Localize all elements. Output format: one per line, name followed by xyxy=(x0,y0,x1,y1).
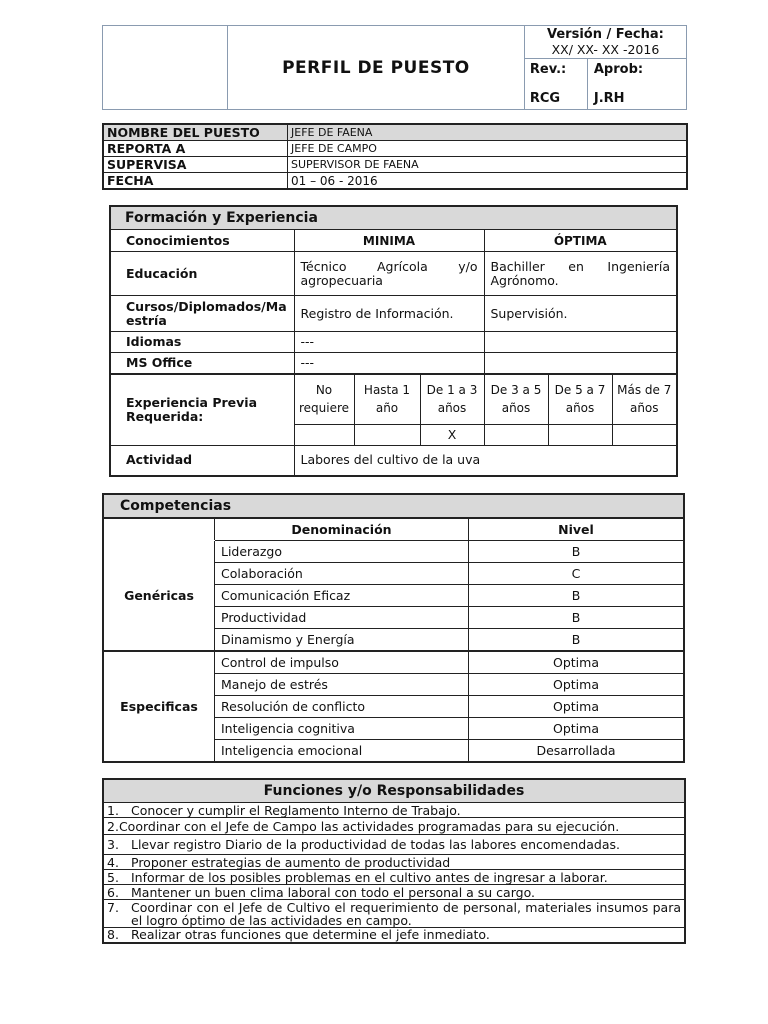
logo-area xyxy=(103,26,228,110)
competencia-nivel: Desarrollada xyxy=(469,740,685,763)
competencia-nivel: B xyxy=(469,541,685,563)
job-info-row xyxy=(103,141,687,157)
experiencia-row xyxy=(110,374,677,425)
funcion-item xyxy=(103,928,685,943)
job-info-label: NOMBRE DEL PUESTO xyxy=(103,124,288,141)
document-title: PERFIL DE PUESTO xyxy=(228,26,525,110)
competencia-nivel: C xyxy=(469,563,685,585)
competencia-nivel: B xyxy=(469,629,685,652)
funcion-num: 1. xyxy=(107,802,119,818)
funcion-num: 7. xyxy=(107,899,119,915)
competencias-section-title: Competencias xyxy=(103,494,684,518)
job-info-row xyxy=(103,173,687,190)
aprob-label: Aprob: xyxy=(593,62,644,77)
row-label: MS Office xyxy=(110,353,294,374)
competencia-name: Manejo de estrés xyxy=(215,674,469,696)
job-info-row xyxy=(103,157,687,173)
job-info-table xyxy=(102,123,688,190)
document-header xyxy=(102,25,687,110)
funcion-text: Realizar otras funciones que determine el jefe inmediato. xyxy=(131,927,490,943)
competencia-nivel: Optima xyxy=(469,718,685,740)
funcion-text: Coordinar con el Jefe de Cultivo el requerimiento de personal, materiales insumos para el logro óptimo de las actividades en campo. xyxy=(131,899,681,928)
experiencia-mark: X xyxy=(420,425,484,446)
funcion-num: 4. xyxy=(107,854,119,870)
funcion-item xyxy=(103,803,685,818)
funcion-text: Llevar registro Diario de la productividad de todas las labores encomendadas. xyxy=(131,837,620,852)
conocimientos-label: Conocimientos xyxy=(110,230,294,252)
genericas-label: Genéricas xyxy=(103,541,215,652)
funcion-num: 2. xyxy=(107,818,119,834)
job-info-label: SUPERVISA xyxy=(103,157,288,173)
competencia-name: Control de impulso xyxy=(215,651,469,674)
funcion-num: 5. xyxy=(107,869,119,885)
funciones-section-title: Funciones y/o Responsabilidades xyxy=(103,779,685,803)
ms-office-row xyxy=(110,353,677,374)
experiencia-mark xyxy=(294,425,354,446)
optima-value xyxy=(484,353,677,374)
idiomas-row xyxy=(110,332,677,353)
competencia-name: Comunicación Eficaz xyxy=(215,585,469,607)
row-label: Idiomas xyxy=(110,332,294,353)
rev-label: Rev.: xyxy=(529,62,567,77)
funcion-text: Mantener un buen clima laboral con todo el personal a su cargo. xyxy=(131,884,535,900)
funcion-item xyxy=(103,818,685,835)
job-info-value: SUPERVISOR DE FAENA xyxy=(288,157,688,173)
funcion-item xyxy=(103,855,685,870)
funcion-text: Coordinar con el Jefe de Campo las actividades programadas para su ejecución. xyxy=(118,818,620,834)
experiencia-option: De 5 a 7 años xyxy=(548,374,612,425)
formacion-table xyxy=(109,205,678,477)
experiencia-option: No requiere xyxy=(294,374,354,425)
experiencia-option: Más de 7 años xyxy=(612,374,677,425)
rev-value: RCG xyxy=(529,91,561,106)
educacion-row xyxy=(110,252,677,296)
funcion-text: Informar de los posibles problemas en el cultivo antes de ingresar a laborar. xyxy=(131,869,608,885)
formacion-section-title: Formación y Experiencia xyxy=(110,206,677,230)
funcion-item xyxy=(103,900,685,928)
competencia-nivel: B xyxy=(469,607,685,629)
actividad-value: Labores del cultivo de la uva xyxy=(294,446,677,476)
cursos-row xyxy=(110,296,677,332)
experiencia-mark xyxy=(354,425,420,446)
competencia-name: Liderazgo xyxy=(215,541,469,563)
optima-value xyxy=(484,332,677,353)
competencia-nivel: Optima xyxy=(469,696,685,718)
job-info-label: REPORTA A xyxy=(103,141,288,157)
aprob-value: J.RH xyxy=(593,91,625,106)
job-info-label: FECHA xyxy=(103,173,288,190)
minima-header: MINIMA xyxy=(294,230,484,252)
competencia-name: Inteligencia emocional xyxy=(215,740,469,763)
job-info-value: 01 – 06 - 2016 xyxy=(288,173,688,190)
minima-value: Técnico Agrícola y/o agropecuaria xyxy=(294,252,484,296)
funciones-table xyxy=(102,778,686,944)
experiencia-option: De 3 a 5 años xyxy=(484,374,548,425)
minima-value: --- xyxy=(294,353,484,374)
competencia-row xyxy=(103,541,684,563)
competencia-name: Dinamismo y Energía xyxy=(215,629,469,652)
version-value: XX/ XX- XX -2016 xyxy=(551,42,660,57)
aprob-cell xyxy=(587,59,686,110)
experiencia-label: Experiencia Previa Requerida: xyxy=(110,374,294,446)
experiencia-mark xyxy=(484,425,548,446)
competencias-table xyxy=(102,493,685,763)
especificas-label: Especificas xyxy=(103,651,215,762)
competencia-nivel: Optima xyxy=(469,674,685,696)
denominacion-header: Denominación xyxy=(215,518,469,541)
experiencia-option: Hasta 1 año xyxy=(354,374,420,425)
funcion-text: Proponer estrategias de aumento de productividad xyxy=(131,854,451,870)
actividad-label: Actividad xyxy=(110,446,294,476)
competencia-name: Resolución de conflicto xyxy=(215,696,469,718)
blank-header-cell xyxy=(103,518,215,541)
minima-value: Registro de Información. xyxy=(294,296,484,332)
funcion-num: 3. xyxy=(107,837,119,852)
actividad-row xyxy=(110,446,677,476)
job-info-value: JEFE DE FAENA xyxy=(288,124,688,141)
competencia-nivel: Optima xyxy=(469,651,685,674)
funcion-num: 8. xyxy=(107,927,119,943)
version-cell xyxy=(524,26,686,59)
row-label: Cursos/Diplomados/Maestría xyxy=(110,296,294,332)
funcion-item xyxy=(103,885,685,900)
minima-value: --- xyxy=(294,332,484,353)
funcion-text: Conocer y cumplir el Reglamento Interno de Trabajo. xyxy=(131,802,461,818)
nivel-header: Nivel xyxy=(469,518,685,541)
funcion-item xyxy=(103,835,685,855)
optima-value: Supervisión. xyxy=(484,296,677,332)
rev-cell xyxy=(524,59,587,110)
experiencia-mark xyxy=(612,425,677,446)
experiencia-option: De 1 a 3 años xyxy=(420,374,484,425)
experiencia-mark xyxy=(548,425,612,446)
row-label: Educación xyxy=(110,252,294,296)
job-info-value: JEFE DE CAMPO xyxy=(288,141,688,157)
competencia-nivel: B xyxy=(469,585,685,607)
funcion-num: 6. xyxy=(107,884,119,900)
version-label: Versión / Fecha: xyxy=(547,27,664,42)
funcion-item xyxy=(103,870,685,885)
competencia-name: Colaboración xyxy=(215,563,469,585)
competencia-name: Productividad xyxy=(215,607,469,629)
competencia-row xyxy=(103,651,684,674)
job-info-row xyxy=(103,124,687,141)
optima-header: ÓPTIMA xyxy=(484,230,677,252)
competencia-name: Inteligencia cognitiva xyxy=(215,718,469,740)
optima-value: Bachiller en Ingeniería Agrónomo. xyxy=(484,252,677,296)
